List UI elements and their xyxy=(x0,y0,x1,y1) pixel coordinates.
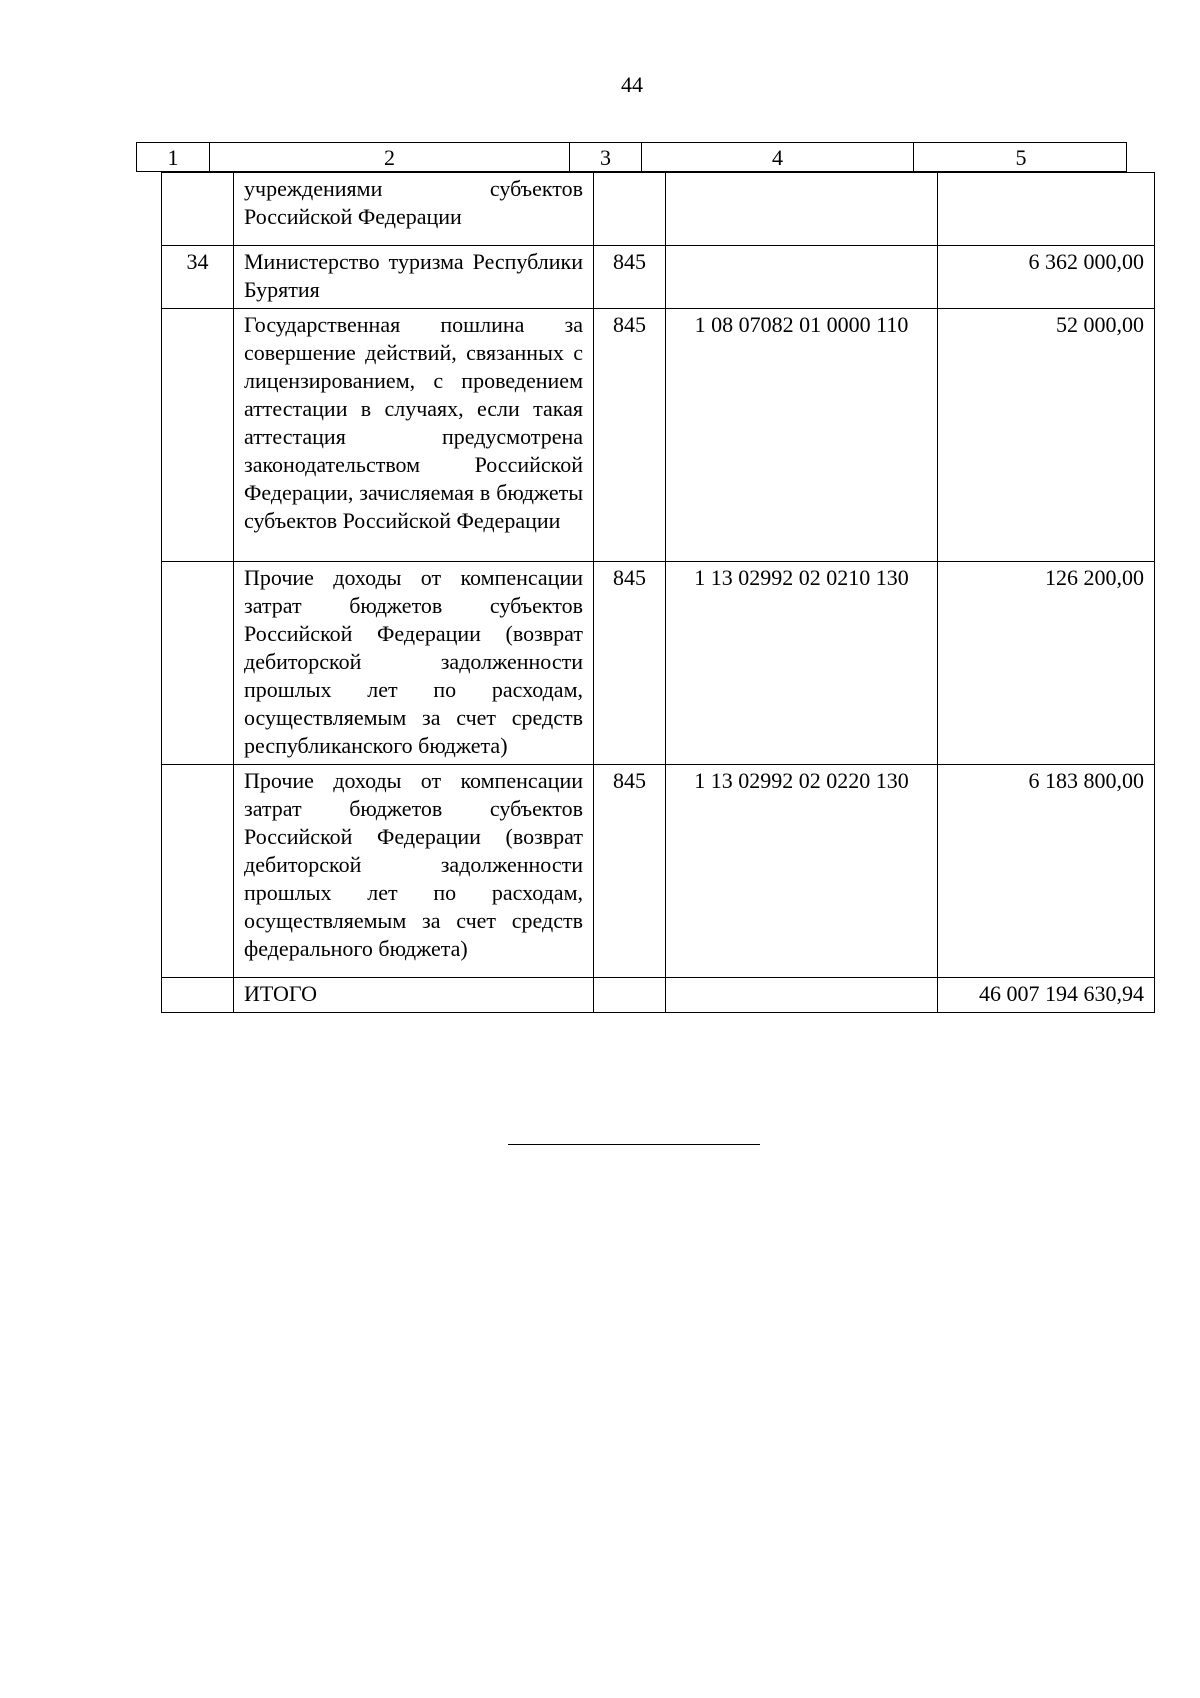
row-name: ИТОГО xyxy=(234,978,594,1013)
table-total-row xyxy=(162,978,1155,1013)
header-cell-3: 3 xyxy=(569,143,641,171)
header-cell-1: 1 xyxy=(167,145,179,170)
header-cell-5: 5 xyxy=(913,143,1128,171)
row-admin-code xyxy=(594,173,666,246)
row-name: Прочие доходы от компенсации затрат бюджетов субъектов Российской Федерации (возврат дебиторской задолженности прошлых лет по расходам, осуществляемым за счет средств республиканского бюджета) xyxy=(234,562,594,765)
table-header-row xyxy=(136,142,1127,172)
row-amount: 6 362 000,00 xyxy=(938,246,1155,309)
row-number xyxy=(162,978,234,1013)
row-budget-code xyxy=(666,173,938,246)
table-row xyxy=(162,173,1155,246)
row-name: Министерство туризма Республики Бурятия xyxy=(234,246,594,309)
row-admin-code xyxy=(594,978,666,1013)
header-cell-4: 4 xyxy=(641,143,913,171)
revenue-table xyxy=(161,172,1155,1013)
table-row xyxy=(162,309,1155,562)
row-amount: 126 200,00 xyxy=(938,562,1155,765)
table-row xyxy=(162,765,1155,978)
row-name: учреждениями субъектов Российской Федерации xyxy=(234,173,594,246)
row-amount: 52 000,00 xyxy=(938,309,1155,562)
row-admin-code: 845 xyxy=(594,765,666,978)
row-budget-code xyxy=(666,978,938,1013)
row-budget-code: 1 13 02992 02 0210 130 xyxy=(666,562,938,765)
row-admin-code: 845 xyxy=(594,309,666,562)
row-name: Прочие доходы от компенсации затрат бюджетов субъектов Российской Федерации (возврат дебиторской задолженности прошлых лет по расходам, осуществляемым за счет средств федерального бюджета) xyxy=(234,765,594,978)
row-budget-code xyxy=(666,246,938,309)
row-number xyxy=(162,309,234,562)
row-number xyxy=(162,562,234,765)
row-number xyxy=(162,765,234,978)
header-cell-2: 2 xyxy=(209,143,569,171)
row-amount: 46 007 194 630,94 xyxy=(938,978,1155,1013)
row-admin-code: 845 xyxy=(594,246,666,309)
page-number: 44 xyxy=(621,72,643,97)
table-row xyxy=(162,246,1155,309)
row-budget-code: 1 13 02992 02 0220 130 xyxy=(666,765,938,978)
row-number xyxy=(162,173,234,246)
end-rule-divider xyxy=(508,1144,760,1145)
row-admin-code: 845 xyxy=(594,562,666,765)
row-name: Государственная пошлина за совершение действий, связанных с лицензированием, с проведением аттестации в случаях, если такая аттестация предусмотрена законодательством Российской Федерации, зачисляемая в бюджеты субъектов Российской Федерации xyxy=(234,309,594,562)
row-amount xyxy=(938,173,1155,246)
row-number: 34 xyxy=(162,246,234,309)
row-amount: 6 183 800,00 xyxy=(938,765,1155,978)
table-row xyxy=(162,562,1155,765)
row-budget-code: 1 08 07082 01 0000 110 xyxy=(666,309,938,562)
